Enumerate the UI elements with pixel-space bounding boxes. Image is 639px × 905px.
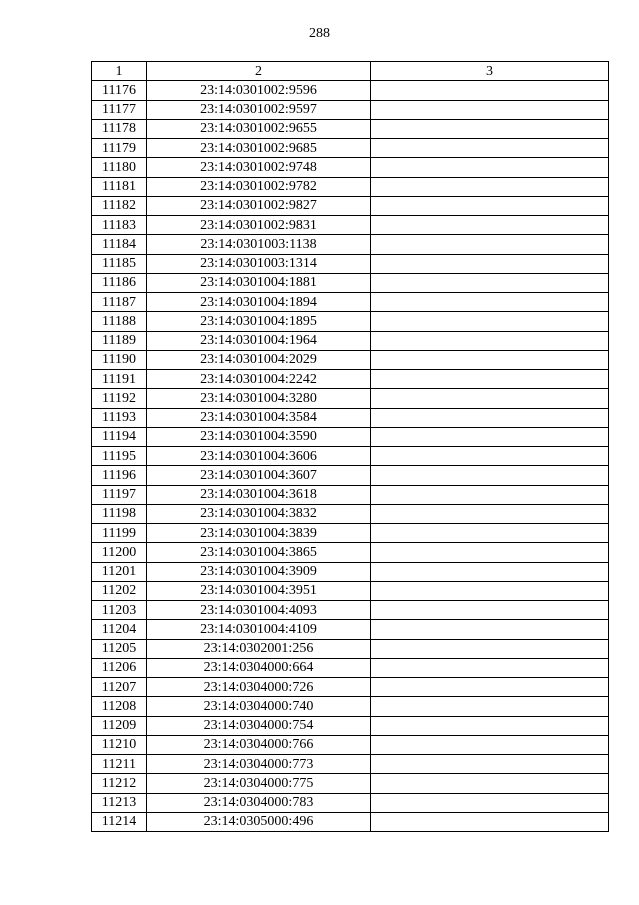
notes-cell bbox=[371, 177, 609, 196]
table-header-row bbox=[92, 62, 609, 81]
row-number-cell: 11199 bbox=[92, 524, 147, 543]
table-row bbox=[92, 774, 609, 793]
row-number-cell: 11179 bbox=[92, 139, 147, 158]
notes-cell bbox=[371, 81, 609, 100]
table-row bbox=[92, 812, 609, 831]
row-number-cell: 11181 bbox=[92, 177, 147, 196]
table-row bbox=[92, 235, 609, 254]
row-number-cell: 11183 bbox=[92, 216, 147, 235]
cadastral-number-cell: 23:14:0301004:3865 bbox=[147, 543, 371, 562]
row-number-cell: 11187 bbox=[92, 293, 147, 312]
table-row bbox=[92, 504, 609, 523]
table-row bbox=[92, 254, 609, 273]
notes-cell bbox=[371, 312, 609, 331]
cadastral-number-cell: 23:14:0301002:9831 bbox=[147, 216, 371, 235]
row-number-cell: 11190 bbox=[92, 350, 147, 369]
notes-cell bbox=[371, 697, 609, 716]
row-number-cell: 11194 bbox=[92, 427, 147, 446]
table-row bbox=[92, 216, 609, 235]
table-row bbox=[92, 389, 609, 408]
row-number-cell: 11204 bbox=[92, 620, 147, 639]
notes-cell bbox=[371, 485, 609, 504]
row-number-cell: 11177 bbox=[92, 100, 147, 119]
notes-cell bbox=[371, 678, 609, 697]
row-number-cell: 11206 bbox=[92, 658, 147, 677]
page-number: 288 bbox=[309, 26, 330, 41]
table-row bbox=[92, 658, 609, 677]
table-row bbox=[92, 620, 609, 639]
notes-cell bbox=[371, 196, 609, 215]
cadastral-number-cell: 23:14:0301004:3606 bbox=[147, 447, 371, 466]
row-number-cell: 11189 bbox=[92, 331, 147, 350]
row-number-cell: 11207 bbox=[92, 678, 147, 697]
row-number-cell: 11188 bbox=[92, 312, 147, 331]
cadastral-number-cell: 23:14:0301002:9748 bbox=[147, 158, 371, 177]
cadastral-number-cell: 23:14:0301004:1894 bbox=[147, 293, 371, 312]
notes-cell bbox=[371, 216, 609, 235]
cadastral-number-cell: 23:14:0301004:3590 bbox=[147, 427, 371, 446]
cadastral-number-cell: 23:14:0301004:3839 bbox=[147, 524, 371, 543]
cadastral-number-cell: 23:14:0301002:9597 bbox=[147, 100, 371, 119]
cadastral-number-cell: 23:14:0304000:775 bbox=[147, 774, 371, 793]
table-row bbox=[92, 100, 609, 119]
cadastral-number-cell: 23:14:0301004:3280 bbox=[147, 389, 371, 408]
table-row bbox=[92, 793, 609, 812]
cadastral-number-cell: 23:14:0301003:1314 bbox=[147, 254, 371, 273]
cadastral-number-cell: 23:14:0301004:2029 bbox=[147, 350, 371, 369]
table-row bbox=[92, 562, 609, 581]
notes-cell bbox=[371, 735, 609, 754]
table-row bbox=[92, 427, 609, 446]
cadastral-number-cell: 23:14:0304000:754 bbox=[147, 716, 371, 735]
row-number-cell: 11202 bbox=[92, 581, 147, 600]
notes-cell bbox=[371, 639, 609, 658]
cadastral-number-cell: 23:14:0301004:1964 bbox=[147, 331, 371, 350]
row-number-cell: 11186 bbox=[92, 273, 147, 292]
cadastral-number-cell: 23:14:0301002:9655 bbox=[147, 119, 371, 138]
notes-cell bbox=[371, 620, 609, 639]
row-number-cell: 11182 bbox=[92, 196, 147, 215]
table-row bbox=[92, 735, 609, 754]
cadastral-number-cell: 23:14:0301004:3832 bbox=[147, 504, 371, 523]
cadastral-number-cell: 23:14:0301004:3618 bbox=[147, 485, 371, 504]
cadastral-number-cell: 23:14:0301002:9782 bbox=[147, 177, 371, 196]
row-number-cell: 11176 bbox=[92, 81, 147, 100]
notes-cell bbox=[371, 466, 609, 485]
row-number-cell: 11211 bbox=[92, 755, 147, 774]
row-number-cell: 11178 bbox=[92, 119, 147, 138]
notes-cell bbox=[371, 389, 609, 408]
row-number-cell: 11214 bbox=[92, 812, 147, 831]
notes-cell bbox=[371, 408, 609, 427]
column-header-3: 3 bbox=[371, 62, 609, 81]
table-row bbox=[92, 273, 609, 292]
cadastral-number-cell: 23:14:0304000:783 bbox=[147, 793, 371, 812]
notes-cell bbox=[371, 716, 609, 735]
cadastral-number-cell: 23:14:0301004:4093 bbox=[147, 601, 371, 620]
cadastral-number-cell: 23:14:0301004:1881 bbox=[147, 273, 371, 292]
row-number-cell: 11193 bbox=[92, 408, 147, 427]
table-row bbox=[92, 716, 609, 735]
row-number-cell: 11205 bbox=[92, 639, 147, 658]
notes-cell bbox=[371, 601, 609, 620]
notes-cell bbox=[371, 235, 609, 254]
table-row bbox=[92, 119, 609, 138]
notes-cell bbox=[371, 119, 609, 138]
notes-cell bbox=[371, 293, 609, 312]
table-row bbox=[92, 755, 609, 774]
notes-cell bbox=[371, 543, 609, 562]
row-number-cell: 11195 bbox=[92, 447, 147, 466]
cadastral-number-cell: 23:14:0304000:664 bbox=[147, 658, 371, 677]
table-row bbox=[92, 81, 609, 100]
notes-cell bbox=[371, 581, 609, 600]
notes-cell bbox=[371, 755, 609, 774]
table-row bbox=[92, 543, 609, 562]
notes-cell bbox=[371, 562, 609, 581]
table-row bbox=[92, 293, 609, 312]
table-row bbox=[92, 331, 609, 350]
table-row bbox=[92, 196, 609, 215]
cadastral-number-cell: 23:14:0301004:3584 bbox=[147, 408, 371, 427]
row-number-cell: 11200 bbox=[92, 543, 147, 562]
table-row bbox=[92, 139, 609, 158]
cadastral-number-cell: 23:14:0301004:3607 bbox=[147, 466, 371, 485]
cadastral-number-cell: 23:14:0301004:3909 bbox=[147, 562, 371, 581]
notes-cell bbox=[371, 447, 609, 466]
notes-cell bbox=[371, 350, 609, 369]
notes-cell bbox=[371, 504, 609, 523]
table-row bbox=[92, 350, 609, 369]
row-number-cell: 11210 bbox=[92, 735, 147, 754]
table-header bbox=[92, 62, 609, 81]
row-number-cell: 11197 bbox=[92, 485, 147, 504]
column-header-2: 2 bbox=[147, 62, 371, 81]
notes-cell bbox=[371, 658, 609, 677]
notes-cell bbox=[371, 812, 609, 831]
table-row bbox=[92, 447, 609, 466]
cadastral-number-cell: 23:14:0304000:740 bbox=[147, 697, 371, 716]
cadastral-number-cell: 23:14:0301002:9596 bbox=[147, 81, 371, 100]
row-number-cell: 11208 bbox=[92, 697, 147, 716]
cadastral-number-cell: 23:14:0305000:496 bbox=[147, 812, 371, 831]
cadastral-number-cell: 23:14:0304000:766 bbox=[147, 735, 371, 754]
notes-cell bbox=[371, 331, 609, 350]
cadastral-table bbox=[91, 61, 609, 832]
cadastral-number-cell: 23:14:0301004:2242 bbox=[147, 370, 371, 389]
row-number-cell: 11213 bbox=[92, 793, 147, 812]
row-number-cell: 11198 bbox=[92, 504, 147, 523]
column-header-1: 1 bbox=[92, 62, 147, 81]
cadastral-number-cell: 23:14:0301002:9827 bbox=[147, 196, 371, 215]
row-number-cell: 11212 bbox=[92, 774, 147, 793]
notes-cell bbox=[371, 524, 609, 543]
cadastral-number-cell: 23:14:0304000:773 bbox=[147, 755, 371, 774]
notes-cell bbox=[371, 158, 609, 177]
notes-cell bbox=[371, 139, 609, 158]
table-row bbox=[92, 581, 609, 600]
row-number-cell: 11180 bbox=[92, 158, 147, 177]
row-number-cell: 11184 bbox=[92, 235, 147, 254]
table-row bbox=[92, 158, 609, 177]
notes-cell bbox=[371, 774, 609, 793]
cadastral-number-cell: 23:14:0304000:726 bbox=[147, 678, 371, 697]
table-row bbox=[92, 466, 609, 485]
row-number-cell: 11185 bbox=[92, 254, 147, 273]
row-number-cell: 11209 bbox=[92, 716, 147, 735]
table-row bbox=[92, 485, 609, 504]
notes-cell bbox=[371, 100, 609, 119]
table-body bbox=[92, 81, 609, 832]
notes-cell bbox=[371, 793, 609, 812]
cadastral-number-cell: 23:14:0301004:3951 bbox=[147, 581, 371, 600]
cadastral-number-cell: 23:14:0301003:1138 bbox=[147, 235, 371, 254]
cadastral-number-cell: 23:14:0301004:4109 bbox=[147, 620, 371, 639]
table-row bbox=[92, 177, 609, 196]
row-number-cell: 11203 bbox=[92, 601, 147, 620]
table-row bbox=[92, 678, 609, 697]
cadastral-number-cell: 23:14:0301004:1895 bbox=[147, 312, 371, 331]
table-row bbox=[92, 601, 609, 620]
notes-cell bbox=[371, 427, 609, 446]
notes-cell bbox=[371, 254, 609, 273]
row-number-cell: 11196 bbox=[92, 466, 147, 485]
table-row bbox=[92, 524, 609, 543]
table-row bbox=[92, 370, 609, 389]
row-number-cell: 11191 bbox=[92, 370, 147, 389]
cadastral-number-cell: 23:14:0301002:9685 bbox=[147, 139, 371, 158]
table-row bbox=[92, 408, 609, 427]
row-number-cell: 11192 bbox=[92, 389, 147, 408]
cadastral-number-cell: 23:14:0302001:256 bbox=[147, 639, 371, 658]
table-row bbox=[92, 312, 609, 331]
table-row bbox=[92, 697, 609, 716]
row-number-cell: 11201 bbox=[92, 562, 147, 581]
notes-cell bbox=[371, 273, 609, 292]
notes-cell bbox=[371, 370, 609, 389]
table-row bbox=[92, 639, 609, 658]
